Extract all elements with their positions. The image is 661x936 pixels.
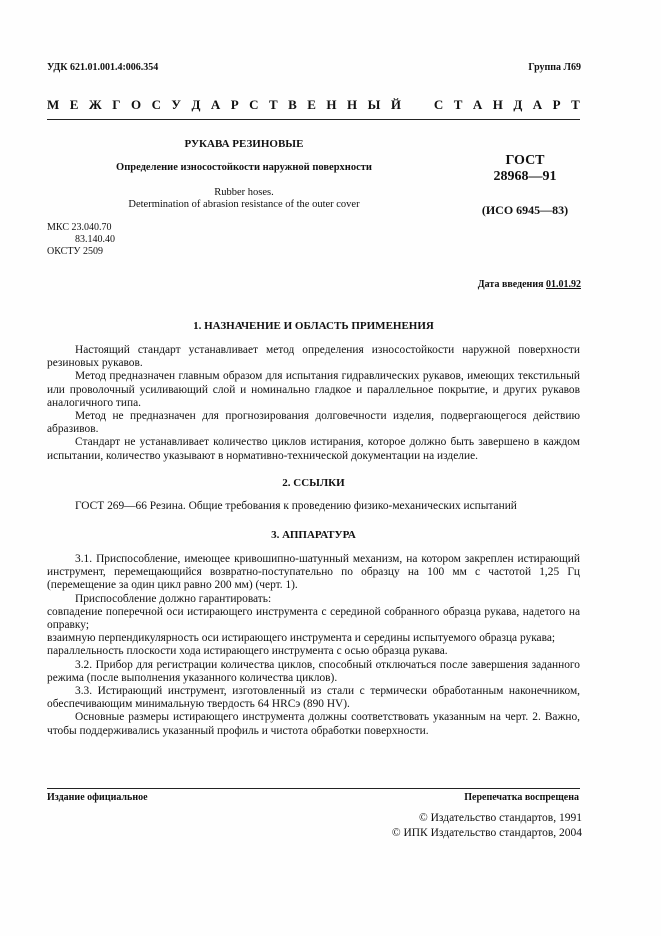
section-3-paragraph: совпадение поперечной оси истирающего инструмента с серединой собранного образца рукава, надетого на оправку; bbox=[47, 605, 580, 632]
section-3-paragraph: Приспособление должно гарантировать: bbox=[75, 592, 272, 605]
title-letter: Н bbox=[326, 97, 337, 112]
section-3-paragraph: 3.2. Прибор для регистрации количества циклов, способный отключаться после завершения заданного режима (после выполнения указанного количества циклов). bbox=[47, 658, 580, 684]
section-3-paragraph: взаимную перпендикулярность оси истирающего инструмента и середины испытуемого образца рукава; bbox=[47, 632, 556, 645]
title-letter: О bbox=[130, 97, 142, 112]
introduction-date-label: Дата введения bbox=[477, 279, 544, 290]
header-divider bbox=[47, 119, 580, 120]
title-gap bbox=[411, 97, 423, 113]
footer-divider bbox=[47, 788, 580, 789]
reprint-prohibited-label: Перепечатка воспрещена bbox=[464, 792, 579, 803]
title-letter: А bbox=[472, 97, 483, 112]
english-title-line2: Determination of abrasion resistance of the outer cover bbox=[128, 199, 360, 210]
mks-code: МКС 23.040.70 bbox=[47, 222, 112, 233]
section-2-heading: 2. ССЫЛКИ bbox=[282, 477, 345, 489]
title-letter: М bbox=[47, 97, 60, 112]
section-3-body bbox=[47, 553, 580, 738]
copyright-1991: © Издательство стандартов, 1991 bbox=[418, 812, 582, 824]
title-letter: Ж bbox=[88, 97, 102, 112]
interstate-standard-title bbox=[47, 97, 580, 113]
title-letter: Д bbox=[513, 97, 523, 112]
title-letter: Й bbox=[390, 97, 401, 112]
title-letter: С bbox=[151, 97, 161, 112]
section-3-paragraph: Основные размеры истирающего инструмента должны соответствовать указанным на черт. 2. Важно, чтобы поддерживались указанный профиль и чистота обработки поверхности. bbox=[47, 711, 580, 737]
title-letter: В bbox=[288, 97, 297, 112]
title-letter: А bbox=[210, 97, 221, 112]
udk-code: УДК 621.01.001.4:006.354 bbox=[47, 62, 159, 73]
reference-item: ГОСТ 269—66 Резина. Общие требования к проведению физико-механических испытаний bbox=[75, 500, 517, 512]
section-3-heading: 3. АППАРАТУРА bbox=[271, 529, 356, 541]
section-1-paragraph: Метод предназначен главным образом для испытания гидравлических рукавов, имеющих текстильный или проволочный усиливающий слой и номинально гладкое и параллельное покрытие, и других рукавов аналогичного типа. bbox=[47, 370, 580, 409]
title-letter: Ы bbox=[367, 97, 381, 112]
title-letter: Н bbox=[347, 97, 358, 112]
section-1-paragraph: Метод не предназначен для прогнозирования долговечности изделия, подвергающегося действию абразивов. bbox=[47, 410, 580, 436]
gost-label: ГОСТ bbox=[505, 153, 545, 168]
title-letter: Р bbox=[230, 97, 239, 112]
title-letter: А bbox=[532, 97, 543, 112]
group-code: Группа Л69 bbox=[528, 62, 581, 73]
section-3-paragraph: 3.1. Приспособление, имеющее кривошипно-шатунный механизм, на котором закреплен истирающий инструмент, перемещающийся возвратно-поступательно по образцу на 100 мм с частотой 1,25 Гц (перемещение за один цикл равно 200 мм) (черт. 1). bbox=[47, 553, 580, 592]
section-3-paragraph: 3.3. Истирающий инструмент, изготовленный из стали с термически обработанным наконечником, обеспечивающим минимальную твердость 64 HRCэ (890 HV). bbox=[47, 685, 580, 711]
section-1-heading: 1. НАЗНАЧЕНИЕ И ОБЛАСТЬ ПРИМЕНЕНИЯ bbox=[193, 320, 434, 332]
iso-reference: (ИСО 6945—83) bbox=[481, 203, 569, 217]
section-2-body bbox=[47, 500, 580, 513]
document-subtitle: Определение износостойкости наружной поверхности bbox=[116, 162, 372, 173]
title-letter: Г bbox=[112, 97, 121, 112]
title-letter: Т bbox=[571, 97, 580, 112]
introduction-date-value: 01.01.92 bbox=[546, 279, 581, 290]
section-3-paragraph: параллельность плоскости хода истирающего инструмента с осью образца рукава. bbox=[47, 645, 448, 658]
title-letter: Н bbox=[492, 97, 503, 112]
title-letter: Т bbox=[453, 97, 463, 112]
document-title: РУКАВА РЕЗИНОВЫЕ bbox=[184, 138, 304, 150]
title-letter: Р bbox=[552, 97, 561, 112]
introduction-date bbox=[478, 279, 581, 290]
copyright-2004: © ИПК Издательство стандартов, 2004 bbox=[391, 827, 582, 839]
section-1-paragraph: Настоящий стандарт устанавливает метод определения износостойкости наружной поверхности резиновых рукавов. bbox=[47, 344, 580, 370]
official-edition-label: Издание официальное bbox=[47, 792, 148, 803]
title-letter: Е bbox=[69, 97, 79, 112]
section-1-body bbox=[47, 344, 580, 463]
gost-number: 28968—91 bbox=[493, 169, 557, 184]
title-letter: Т bbox=[269, 97, 278, 112]
english-title-line1: Rubber hoses. bbox=[214, 187, 274, 198]
title-letter: У bbox=[171, 97, 181, 112]
okstu-code: ОКСТУ 2509 bbox=[47, 246, 104, 257]
title-letter: С bbox=[249, 97, 259, 112]
title-letter: С bbox=[433, 97, 444, 112]
title-letter: Д bbox=[191, 97, 201, 112]
title-letter: Е bbox=[307, 97, 316, 112]
mks-code-2: 83.140.40 bbox=[75, 234, 115, 245]
section-1-paragraph: Стандарт не устанавливает количество циклов истирания, которое должно быть завершено в каждом испытании, количество указывают в нормативно-технической документации на изделие. bbox=[47, 436, 580, 462]
